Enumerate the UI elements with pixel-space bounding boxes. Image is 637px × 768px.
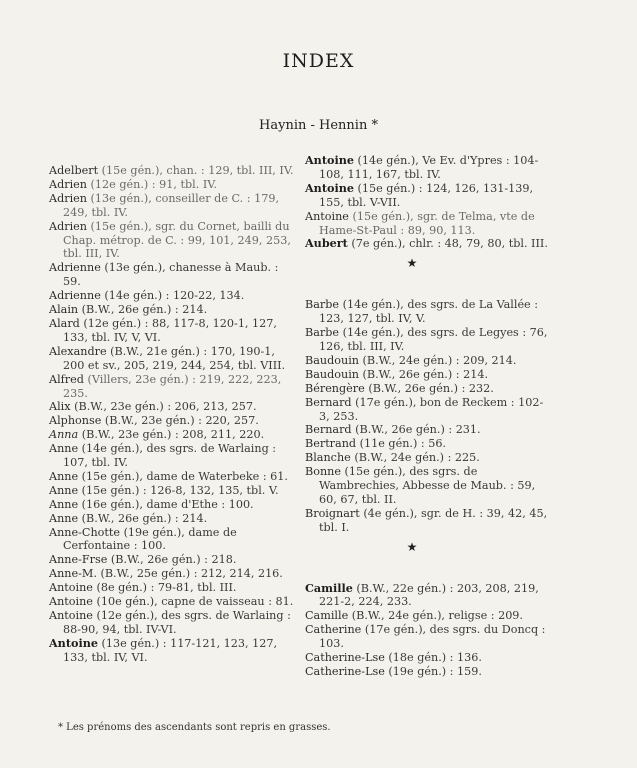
entry-detail: (B.W., 21e gén.) : 170, 190-1, 200 et sv., 205, 219, 244, 254, tbl. VIII. — [63, 344, 286, 372]
index-entry — [49, 164, 299, 178]
entry-name: Adelbert — [49, 164, 99, 177]
index-entry — [49, 595, 299, 609]
index-entry — [49, 609, 299, 637]
entry-name: Barbe — [305, 326, 340, 340]
family-subtitle: Haynin - Hennin * — [259, 118, 378, 133]
entry-name: Camille — [305, 609, 349, 623]
section-b-entries — [305, 298, 549, 534]
index-entry — [305, 451, 549, 465]
entry-detail: (15e gén.), sgr. de Telma, vte de Hame-St-Paul : 89, 90, 113. — [319, 209, 535, 237]
entry-name: Antoine — [305, 153, 354, 167]
entry-name: Bernard — [305, 395, 352, 409]
entry-name: Adrien — [49, 191, 87, 205]
entry-name: Anne — [49, 442, 79, 456]
entry-detail: (14e gén.), des sgrs. de Warlaing : 107, tbl. IV. — [63, 442, 277, 470]
entry-name: Anne — [49, 511, 79, 525]
entry-name: Adrienne — [49, 289, 101, 303]
entry-detail: (B.W., 24e gén.) : 225. — [350, 451, 480, 465]
entry-name: Bertrand — [305, 437, 357, 451]
index-entry — [305, 437, 549, 451]
entry-name: Alfred — [49, 372, 84, 386]
index-entry — [49, 553, 299, 567]
entry-name: Camille — [305, 580, 353, 595]
index-entry — [305, 623, 549, 651]
index-entry — [49, 192, 299, 220]
entry-detail: (17e gén.), des sgrs. du Doncq : 103. — [319, 623, 546, 651]
section-divider-star: ★ — [406, 539, 418, 554]
index-entry — [305, 382, 549, 396]
index-entry — [49, 220, 299, 262]
entry-detail: (14e gén.), des sgrs. de Legyes : 76, 126, tbl. III, IV. — [319, 326, 548, 353]
entry-name: Baudouin — [305, 353, 359, 367]
index-entry — [49, 484, 299, 498]
entry-detail: (14e gén.), Ve Ev. d'Ypres : 104-108, 111, 167, tbl. IV. — [319, 154, 539, 181]
entry-detail: (B.W., 25e gén.) : 212, 214, 216. — [96, 567, 283, 581]
index-entry — [49, 512, 299, 526]
entry-detail: (16e gén.), dame d'Ethe : 100. — [78, 497, 254, 511]
entry-name: Baudouin — [305, 367, 359, 381]
entry-name: Anne-Chotte — [49, 525, 121, 539]
entry-detail: (B.W., 26e gén.) : 232. — [364, 381, 494, 395]
entry-detail: (15e gén.) : 124, 126, 131-139, 155, tbl. V-VII. — [319, 181, 534, 209]
entry-name: Anne — [49, 483, 79, 497]
page-title: INDEX — [282, 50, 355, 72]
index-column-left — [49, 164, 299, 665]
entry-name: Anne — [49, 497, 79, 511]
entry-detail: (Villers, 23e gén.) : 219, 222, 223, 235. — [63, 372, 282, 400]
index-entry — [49, 498, 299, 512]
index-entry — [305, 396, 549, 424]
index-entry — [49, 442, 299, 470]
section-divider-star: ★ — [406, 256, 418, 271]
entry-name: Anne — [49, 469, 79, 483]
index-entry — [305, 326, 549, 354]
index-entry — [49, 317, 299, 345]
index-entry — [49, 526, 299, 554]
index-entry — [305, 298, 549, 326]
index-entry — [305, 651, 549, 665]
entry-detail: (B.W., 26e gén.) : 214. — [78, 303, 208, 317]
index-entry — [49, 637, 299, 665]
entry-name: Bérengère — [305, 381, 365, 395]
entry-detail: (13e gén.), chanesse à Maub. : 59. — [63, 261, 279, 289]
entry-detail: (15e gén.), dame de Waterbeke : 61. — [78, 469, 288, 483]
entry-detail: (19e gén.), dame de Cerfontaine : 100. — [63, 525, 237, 553]
entry-detail: (12e gén.), des sgrs. de Warlaing : 88-90, 94, tbl. IV-VI. — [63, 609, 291, 636]
entry-name: Anne-M. — [49, 567, 97, 581]
index-entry — [305, 368, 549, 382]
entry-detail: (B.W., 24e gén.), religse : 209. — [348, 609, 523, 623]
index-entry — [305, 154, 549, 182]
section-c-entries — [305, 582, 549, 679]
entry-detail: (B.W., 26e gén.) : 214. — [78, 511, 208, 525]
entry-name: Alix — [49, 400, 71, 414]
section-gap — [305, 279, 549, 298]
index-entry — [305, 665, 549, 679]
index-entry — [49, 261, 299, 289]
entry-name: Adrienne — [49, 261, 101, 275]
entry-detail: (14e gén.) : 120-22, 134. — [100, 289, 245, 303]
index-entry — [49, 470, 299, 484]
entry-name: Catherine-Lse — [305, 665, 385, 678]
section-gap — [305, 563, 549, 582]
entry-name: Antoine — [305, 209, 349, 223]
entry-detail: (B.W., 26e gén.) : 231. — [351, 423, 481, 437]
index-entry — [49, 345, 299, 373]
entry-name: Barbe — [305, 298, 340, 312]
entry-name: Antoine — [49, 635, 98, 650]
index-column-right — [305, 154, 549, 679]
entry-name: Bernard — [305, 423, 352, 437]
entry-detail: (B.W., 23e gén.) : 208, 211, 220. — [78, 428, 265, 442]
entry-name: Bonne — [305, 465, 341, 479]
entry-detail: (15e gén.), des sgrs. de Wambrechies, Abbesse de Maub. : 59, 60, 67, tbl. II. — [319, 465, 536, 506]
index-entry — [49, 373, 299, 401]
entry-detail: (15e gén.), sgr. du Cornet, bailli du Chap. métrop. de C. : 99, 101, 249, 253, tbl. III, IV. — [63, 219, 291, 261]
entry-detail: (B.W., 26e gén.) : 218. — [107, 553, 237, 567]
entry-name: Catherine — [305, 623, 362, 637]
entry-name: Broignart — [305, 506, 360, 520]
index-entry — [305, 423, 549, 437]
entry-detail: (15e gén.) : 126-8, 132, 135, tbl. V. — [78, 483, 279, 497]
index-entry — [305, 237, 549, 251]
entry-detail: (15e gén.), chan. : 129, tbl. III, IV. — [98, 164, 294, 177]
entry-name: Catherine-Lse — [305, 651, 385, 665]
entry-detail: (17e gén.), bon de Reckem : 102-3, 253. — [319, 395, 544, 423]
entry-detail: (10e gén.), capne de vaisseau : 81. — [92, 595, 294, 609]
index-entry — [305, 609, 549, 623]
entry-name: Alphonse — [49, 414, 102, 428]
entry-name: Alard — [49, 316, 80, 330]
entry-detail: (4e gén.), sgr. de H. : 39, 42, 45, tbl. I. — [319, 506, 548, 534]
entry-detail: (19e gén.) : 159. — [384, 665, 482, 678]
entry-detail: (B.W., 26e gén.) : 214. — [358, 367, 489, 381]
footnote: * Les prénoms des ascendants sont repris en grasses. — [58, 722, 331, 733]
entry-detail: (B.W., 23e gén.) : 206, 213, 257. — [70, 400, 257, 414]
index-entry — [305, 465, 549, 507]
entry-detail: (13e gén.), conseiller de C. : 179, 249, tbl. IV. — [63, 191, 280, 219]
index-entry — [49, 400, 299, 414]
entry-detail: (12e gén.) : 91, tbl. IV. — [87, 177, 217, 191]
index-entry — [305, 210, 549, 238]
entry-name: Anna — [49, 428, 79, 442]
entry-name: Anne-Frse — [49, 553, 108, 567]
index-entry — [49, 289, 299, 303]
entry-detail: (11e gén.) : 56. — [356, 437, 446, 451]
entry-name: Antoine — [49, 595, 93, 609]
index-entry — [305, 582, 549, 610]
index-entry — [49, 178, 299, 192]
index-entry — [305, 354, 549, 368]
index-entry — [49, 428, 299, 442]
entry-detail: (12e gén.) : 88, 117-8, 120-1, 127, 133, tbl. IV, V, VI. — [63, 316, 277, 344]
entry-name: Aubert — [305, 236, 348, 251]
entry-detail: (B.W., 22e gén.) : 203, 208, 219, 221-2, 224, 233. — [319, 581, 539, 609]
entry-name: Blanche — [305, 451, 351, 465]
index-entry — [305, 182, 549, 210]
entry-detail: (14e gén.), des sgrs. de La Vallée : 123, 127, tbl. IV, V. — [319, 298, 539, 326]
entry-detail: (7e gén.), chlr. : 48, 79, 80, tbl. III. — [347, 237, 548, 251]
entry-name: Adrien — [49, 177, 87, 191]
index-entry — [49, 581, 299, 595]
index-entry — [49, 567, 299, 581]
entry-detail: (18e gén.) : 136. — [384, 651, 482, 665]
entry-detail: (13e gén.) : 117-121, 123, 127, 133, tbl. IV, VI. — [63, 636, 278, 664]
entry-detail: (B.W., 23e gén.) : 220, 257. — [101, 414, 259, 428]
entry-detail: (8e gén.) : 79-81, tbl. III. — [92, 581, 237, 595]
entry-name: Alain — [49, 303, 79, 317]
index-entry — [49, 303, 299, 317]
entry-name: Antoine — [305, 180, 354, 195]
index-entry — [49, 414, 299, 428]
entry-name: Alexandre — [49, 344, 107, 358]
entry-name: Antoine — [49, 609, 93, 622]
entry-name: Antoine — [49, 581, 93, 595]
entry-name: Adrien — [49, 219, 87, 233]
entry-detail: (B.W., 24e gén.) : 209, 214. — [358, 353, 517, 367]
index-entry — [305, 507, 549, 535]
section-a-entries — [305, 154, 549, 251]
